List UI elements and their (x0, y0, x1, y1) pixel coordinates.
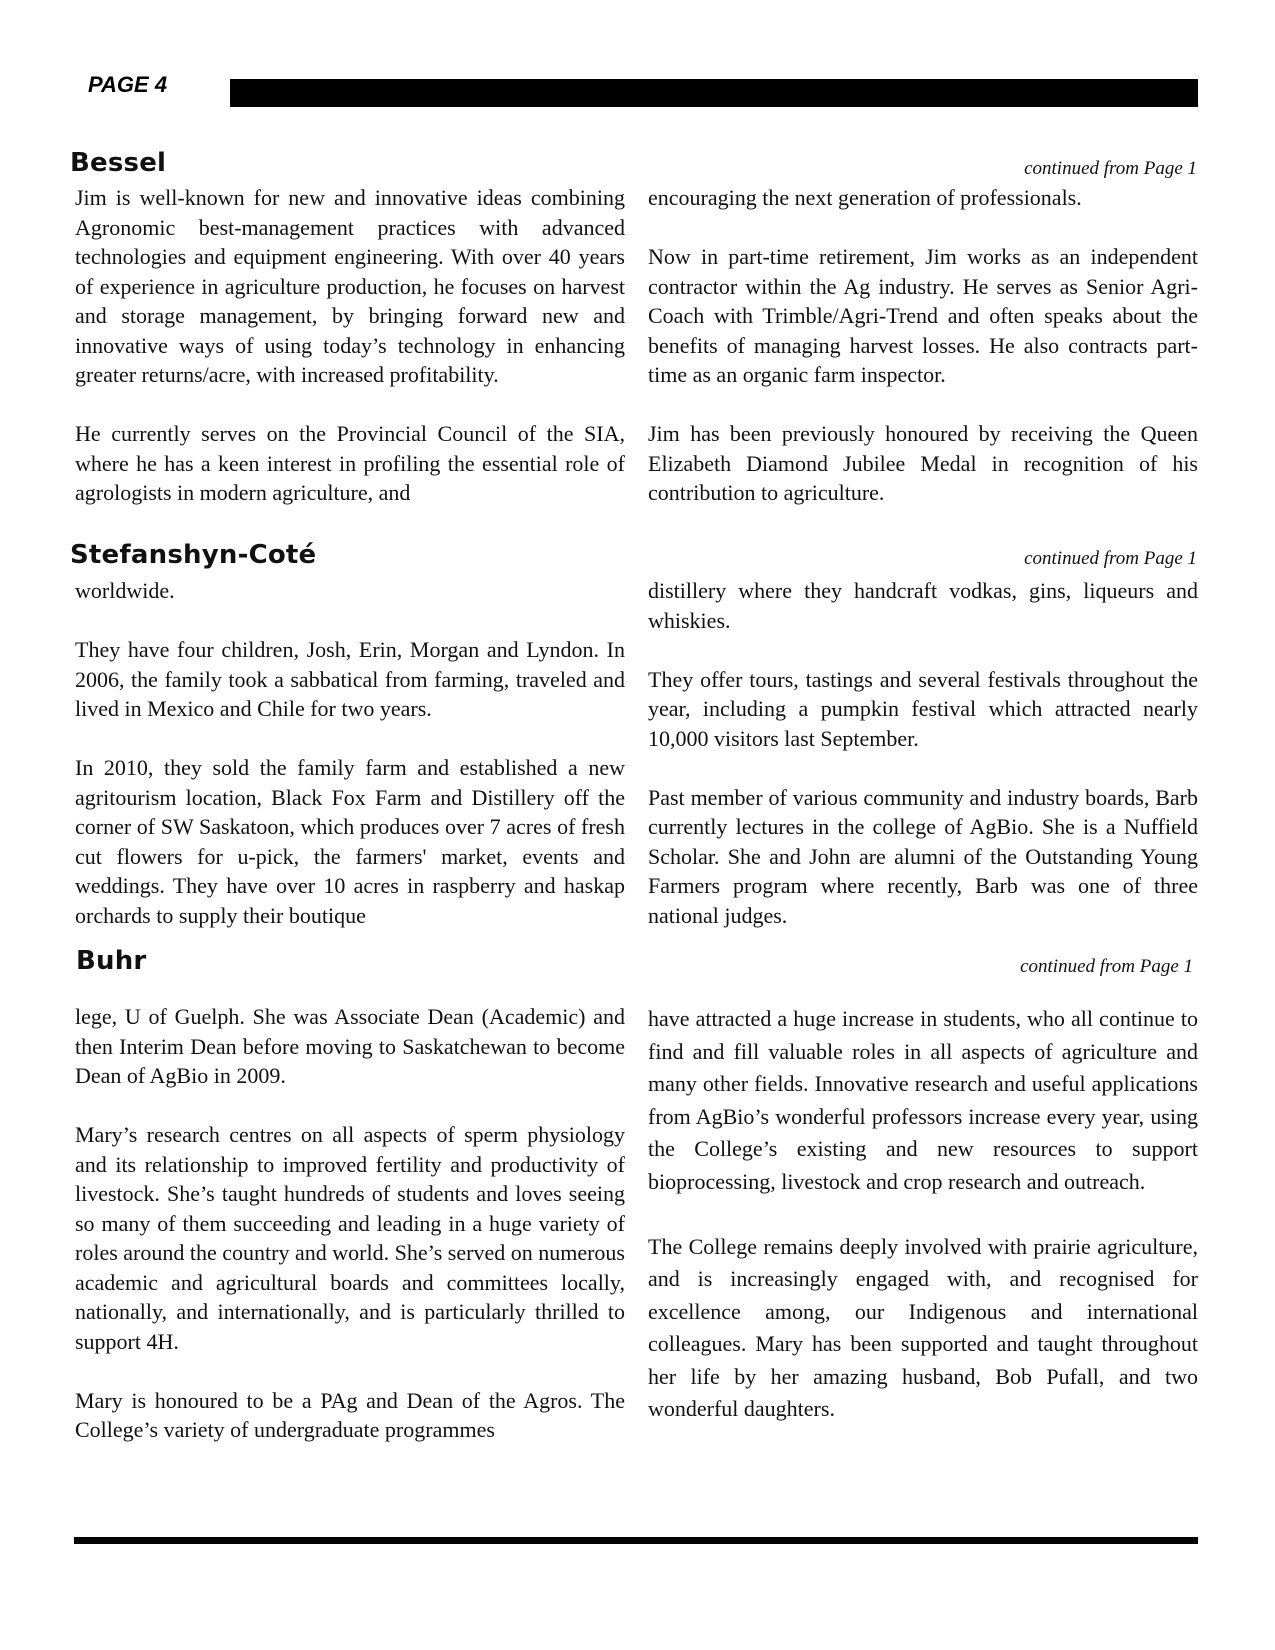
page-number-label: PAGE 4 (88, 72, 168, 97)
paragraph: Jim is well-known for new and innovative ideas combining Agronomic best-management practices with advanced technologies and equipment engineering. With over 40 years of experience in agriculture production, he focuses on harvest and storage management, by bringing forward new and innovative ways of using today’s technology in enhancing greater returns/acre, with increased profitability. (75, 185, 625, 387)
section-heading-stefanshyn-cote: Stefanshyn-Coté (70, 540, 317, 570)
article-column-right-stefanshyn-cote (648, 576, 1198, 930)
continued-note-bessel: continued from Page 1 (1024, 158, 1197, 179)
paragraph: Now in part-time retirement, Jim works as an independent contractor within the Ag industry. He serves as Senior Agri-Coach with Trimble/Agri-Trend and often speaks about the benefits of managing harvest losses. He also contracts part-time as an organic farm inspector. (648, 244, 1198, 387)
article-column-left-bessel (75, 183, 625, 508)
paragraph: They offer tours, tastings and several festivals throughout the year, including a pumpkin festival which attracted nearly 10,000 visitors last September. (648, 666, 1198, 751)
continued-note-stefanshyn-cote: continued from Page 1 (1024, 548, 1197, 569)
paragraph: encouraging the next generation of professionals. (648, 185, 1082, 210)
paragraph: distillery where they handcraft vodkas, gins, liqueurs and whiskies. (648, 578, 1198, 633)
section-heading-bessel: Bessel (70, 148, 167, 178)
paragraph: He currently serves on the Provincial Council of the SIA, where he has a keen interest in profiling the essential role of agrologists in modern agriculture, and (75, 421, 625, 505)
article-column-right-bessel (648, 183, 1198, 508)
article-column-left-buhr (75, 1002, 625, 1445)
paragraph: They have four children, Josh, Erin, Morgan and Lyndon. In 2006, the family took a sabbatical from farming, traveled and lived in Mexico and Chile for two years. (75, 637, 625, 721)
paragraph: Mary is honoured to be a PAg and Dean of the Agros. The College’s variety of undergraduate programmes (75, 1387, 625, 1442)
continued-note-buhr: continued from Page 1 (1020, 956, 1193, 977)
paragraph: Past member of various community and industry boards, Barb currently lectures in the college of AgBio. She is a Nuffield Scholar. She and John are alumni of the Outstanding Young Farmers program where recently, Barb was one of three national judges. (648, 784, 1198, 928)
paragraph: Mary’s research centres on all aspects of sperm physiology and its relationship to improved fertility and productivity of livestock. She’s taught hundreds of students and loves seeing so many of them succeeding and leading in a huge variety of roles around the country and world. She’s served on numerous academic and agricultural boards and committees locally, nationally, and internationally, and is particularly thrilled to support 4H. (75, 1122, 625, 1354)
paragraph: Jim has been previously honoured by receiving the Queen Elizabeth Diamond Jubilee Medal in recognition of his contribution to agriculture. (648, 421, 1198, 505)
paragraph: worldwide. (75, 578, 175, 603)
article-column-right-buhr (648, 1003, 1198, 1426)
paragraph: lege, U of Guelph. She was Associate Dean (Academic) and then Interim Dean before moving to Saskatchewan to become Dean of AgBio in 2009. (75, 1004, 625, 1088)
paragraph: The College remains deeply involved with prairie agriculture, and is increasingly engaged with, and recognised for excellence among, our Indigenous and international colleagues. Mary has been supported and taught throughout her life by her amazing husband, Bob Pufall, and two wonderful daughters. (648, 1233, 1198, 1421)
article-column-left-stefanshyn-cote (75, 576, 625, 930)
paragraph: have attracted a huge increase in students, who all continue to find and fill valuable roles in all aspects of agriculture and many other fields. Innovative research and useful applications from AgBio’s wonderful professors increase every year, using the College’s existing and new resources to support bioprocessing, livestock and crop research and outreach. (648, 1006, 1198, 1194)
footer-rule (74, 1537, 1198, 1544)
header-rule (230, 79, 1198, 107)
paragraph: In 2010, they sold the family farm and established a new agritourism location, Black Fox Farm and Distillery off the corner of SW Saskatoon, which produces over 7 acres of fresh cut flowers for u-pick, the farmers' market, events and weddings. They have over 10 acres in raspberry and haskap orchards to supply their boutique (75, 755, 625, 928)
section-heading-buhr: Buhr (76, 946, 147, 976)
